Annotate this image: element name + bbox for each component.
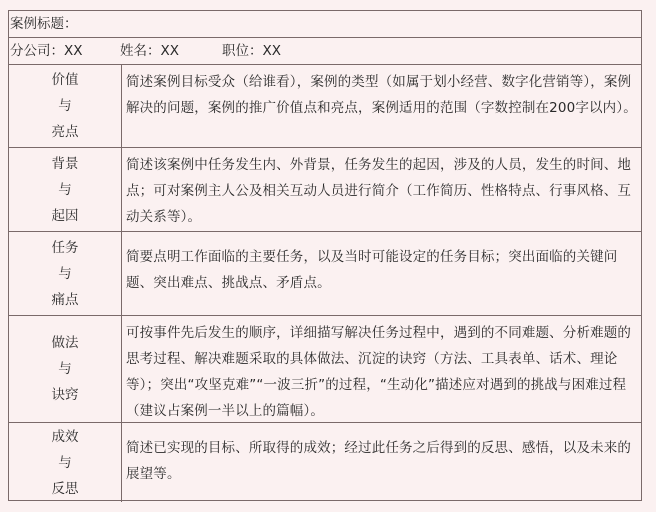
case-title-label: 案例标题： [10, 16, 78, 32]
section-method-tips [9, 316, 641, 423]
section-content: 可按事件先后发生的顺序，详细描写解决任务过程中，遇到的不同难题、分析难题的思考过程、解决难题采取的具体做法、沉淀的诀窍（方法、工具表单、话术、理论等）；突出“攻坚克难”“一波三折”的过程，“生动化”描述应对遇到的挑战与困难过程（建议占案例一半以上的篇幅）。 [126, 325, 632, 419]
section-results-reflection [9, 423, 641, 502]
position-field: 职位：XX [222, 43, 281, 59]
section-label: 价值 与 亮点 [9, 65, 122, 147]
section-content: 简要点明工作面临的主要任务，以及当时可能设定的任务目标；突出面临的关键问题、突出难点、挑战点、矛盾点。 [126, 249, 618, 291]
section-content: 简述案例目标受众（给谁看），案例的类型（如属于划小经营、数字化营销等），案例解决的问题，案例的推广价值点和亮点，案例适用的范围（字数控制在200字以内）。 [126, 74, 637, 116]
case-title-row [9, 11, 641, 38]
section-task-painpoints [9, 232, 641, 316]
section-label: 做法 与 诀窍 [9, 316, 122, 422]
section-background-cause [9, 148, 641, 232]
section-content: 简述已实现的目标、所取得的成效；经过此任务之后得到的反思、感悟，以及未来的展望等。 [126, 440, 632, 482]
section-label: 成效 与 反思 [9, 423, 122, 502]
section-label: 背景 与 起因 [9, 148, 122, 231]
name-field: 姓名：XX [120, 43, 179, 59]
case-template-table [8, 10, 642, 501]
section-label: 任务 与 痛点 [9, 232, 122, 315]
section-content: 简述该案例中任务发生内、外背景，任务发生的起因，涉及的人员，发生的时间、地点；可对案例主人公及相关互动人员进行简介（工作简历、性格特点、行事风格、互动关系等）。 [126, 157, 632, 225]
branch-field: 分公司：XX [10, 43, 83, 59]
section-value-highlights [9, 65, 641, 148]
info-row [9, 38, 641, 65]
